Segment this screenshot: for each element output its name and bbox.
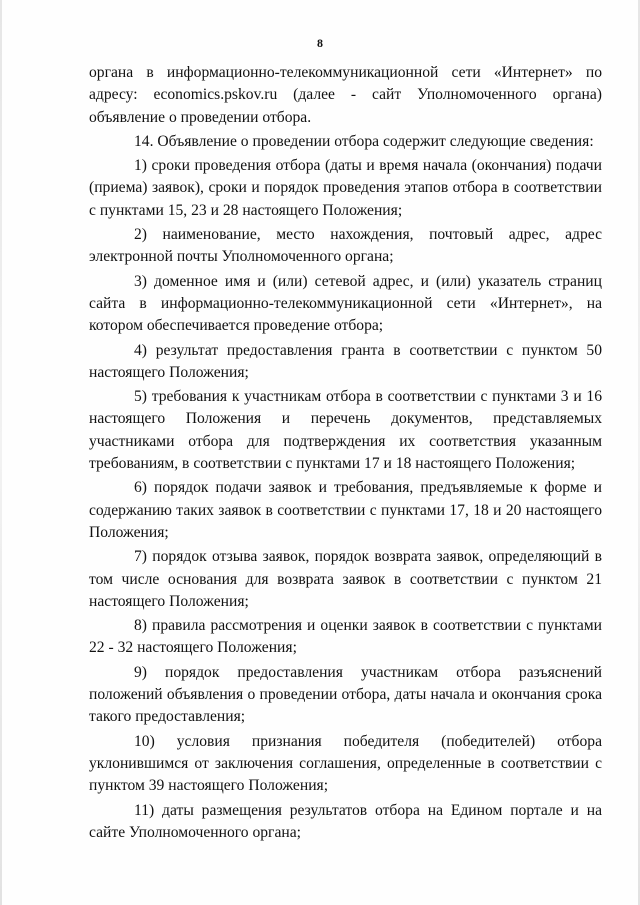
list-item-6: 6) порядок подачи заявок и требования, предъявляемые к форме и содержанию таких заявок в соответствии с пунктами 17, 18 и 20 настоящего Положения; — [89, 479, 602, 541]
list-item-7: 7) порядок отзыва заявок, порядок возврата заявок, определяющий в том числе основания для возврата заявок в соответствии с пунктом 21 настоящего Положения; — [89, 548, 602, 610]
document-body — [89, 62, 602, 844]
list-item-9: 9) порядок предоставления участникам отбора разъяснений положений объявления о проведении отбора, даты начала и окончания срока такого предоставления; — [89, 663, 602, 726]
paragraph-14: 14. Объявление о проведении отбора содержит следующие сведения: — [134, 132, 594, 150]
paragraph-continuation: органа в информационно-телекоммуникационной сети «Интернет» по адресу: economics.pskov.ru (далее - сайт Уполномоченного органа) объявление о проведении отбора. — [89, 64, 602, 126]
list-item-5: 5) требования к участникам отбора в соответствии с пунктами 3 и 16 настоящего Положения и перечень документов, представляемых участниками отбора для подтверждения их соответствия указанным требованиям, в соответствии с пунктами 17 и 18 настоящего Положения; — [89, 388, 602, 473]
scan-edge-left — [0, 0, 2, 905]
page-number: 8 — [317, 36, 323, 50]
list-item-2: 2) наименование, место нахождения, почтовый адрес, адрес электронной почты Уполномоченного органа; — [89, 226, 602, 266]
list-item-1: 1) сроки проведения отбора (даты и время начала (окончания) подачи (приема) заявок), сроки и порядок проведения этапов отбора в соответствии с пунктами 15, 23 и 28 настоящего Положения; — [89, 157, 602, 219]
list-item-4: 4) результат предоставления гранта в соответствии с пунктом 50 настоящего Положения; — [89, 341, 602, 381]
list-item-11: 11) даты размещения результатов отбора на Едином портале и на сайте Уполномоченного органа; — [89, 801, 602, 841]
list-item-8: 8) правила рассмотрения и оценки заявок в соответствии с пунктами 22 - 32 настоящего Положения; — [89, 617, 602, 657]
list-item-3: 3) доменное имя и (или) сетевой адрес, и (или) указатель страниц сайта в информационно-телекоммуникационной сети «Интернет», на котором обеспечивается проведение отбора; — [89, 272, 602, 335]
list-item-10: 10) условия признания победителя (победителей) отбора уклонившимся от заключения соглашения, определенные в соответствии с пунктом 39 настоящего Положения; — [89, 732, 602, 795]
